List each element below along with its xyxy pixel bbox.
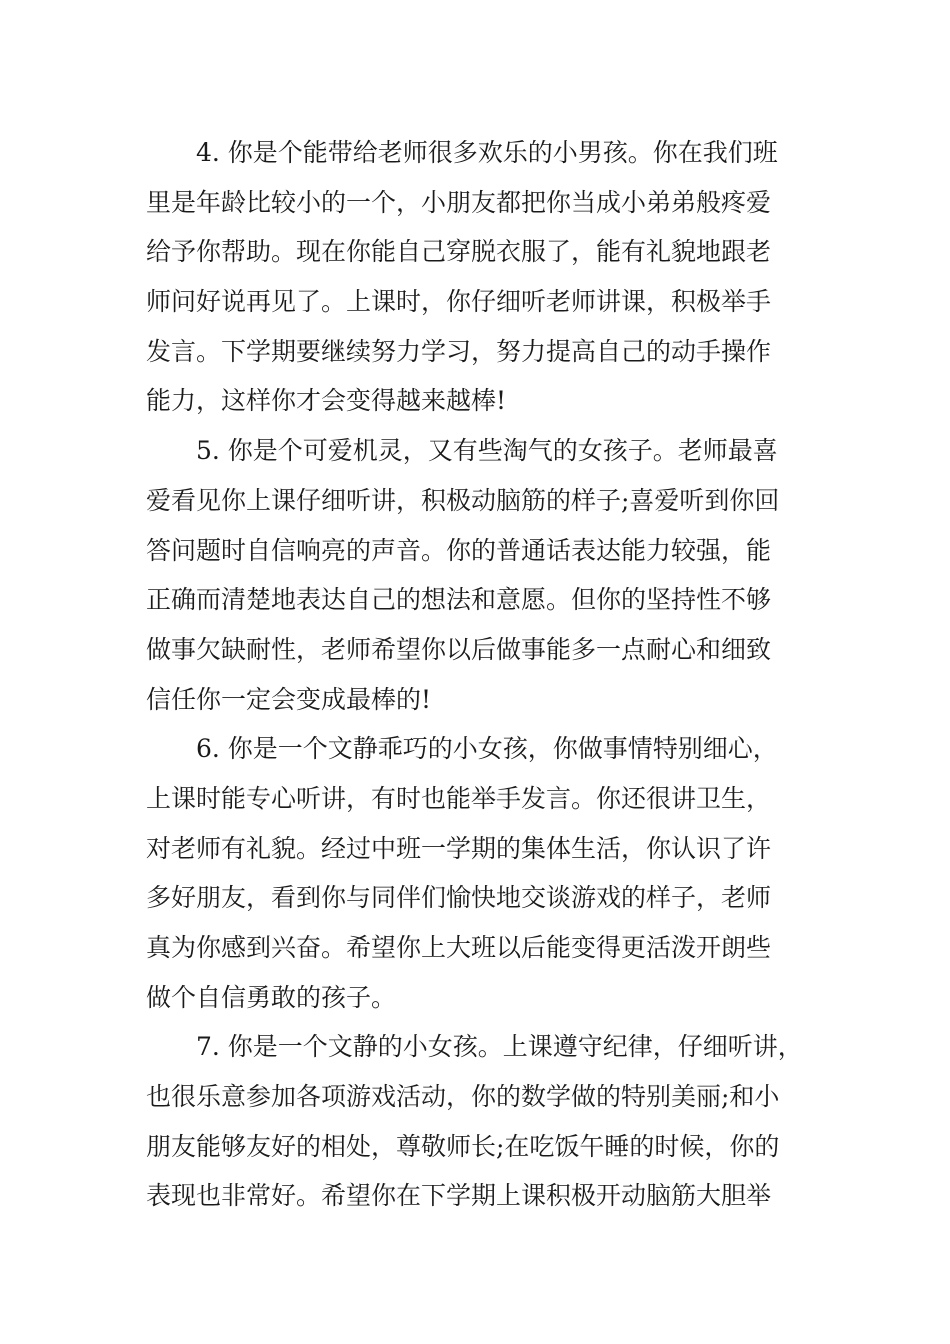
- document-body: [146, 128, 846, 1221]
- text-line: 对老师有礼貌。经过中班一学期的集体生活，你认识了许: [146, 833, 772, 863]
- text-line: 爱看见你上课仔细听讲，积极动脑筋的样子;喜爱听到你回: [146, 485, 780, 515]
- text-line: 答问题时自信响亮的声音。你的普通话表达能力较强，能: [146, 535, 772, 565]
- paragraph-first-line: 6. 你是一个文静乖巧的小女孩，你做事情特别细心，: [196, 734, 778, 764]
- text-line: 能力，这样你才会变得越来越棒!: [146, 386, 507, 416]
- text-line: 师问好说再见了。上课时，你仔细听老师讲课，积极举手: [146, 287, 772, 317]
- text-line: 做事欠缺耐性，老师希望你以后做事能多一点耐心和细致: [146, 634, 772, 664]
- text-line: 朋友能够友好的相处，尊敬师长;在吃饭午睡的时候，你的: [146, 1131, 780, 1161]
- text-line: 表现也非常好。希望你在下学期上课积极开动脑筋大胆举: [146, 1181, 772, 1211]
- text-line: 给予你帮助。现在你能自己穿脱衣服了，能有礼貌地跟老: [146, 237, 772, 267]
- text-line: 也很乐意参加各项游戏活动，你的数学做的特别美丽;和小: [146, 1082, 780, 1112]
- text-line: 发言。下学期要继续努力学习，努力提高自己的动手操作: [146, 336, 772, 366]
- text-line: 里是年龄比较小的一个，小朋友都把你当成小弟弟般疼爱: [146, 187, 772, 217]
- text-line: 上课时能专心听讲，有时也能举手发言。你还很讲卫生，: [146, 783, 772, 813]
- paragraph-first-line: 7. 你是一个文静的小女孩。上课遵守纪律，仔细听讲，: [196, 1032, 803, 1062]
- text-line: 真为你感到兴奋。希望你上大班以后能变得更活泼开朗些: [146, 933, 772, 962]
- text-line: 多好朋友，看到你与同伴们愉快地交谈游戏的样子，老师: [146, 883, 772, 913]
- paragraph-first-line: 5. 你是个可爱机灵，又有些淘气的女孩子。老师最喜: [196, 436, 778, 466]
- text-line: 正确而清楚地表达自己的想法和意愿。但你的坚持性不够: [146, 585, 772, 615]
- text-line: 做个自信勇敢的孩子。: [146, 982, 397, 1012]
- paragraph-first-line: 4. 你是个能带给老师很多欢乐的小男孩。你在我们班: [196, 138, 778, 167]
- text-line: 信任你一定会变成最棒的!: [146, 684, 432, 714]
